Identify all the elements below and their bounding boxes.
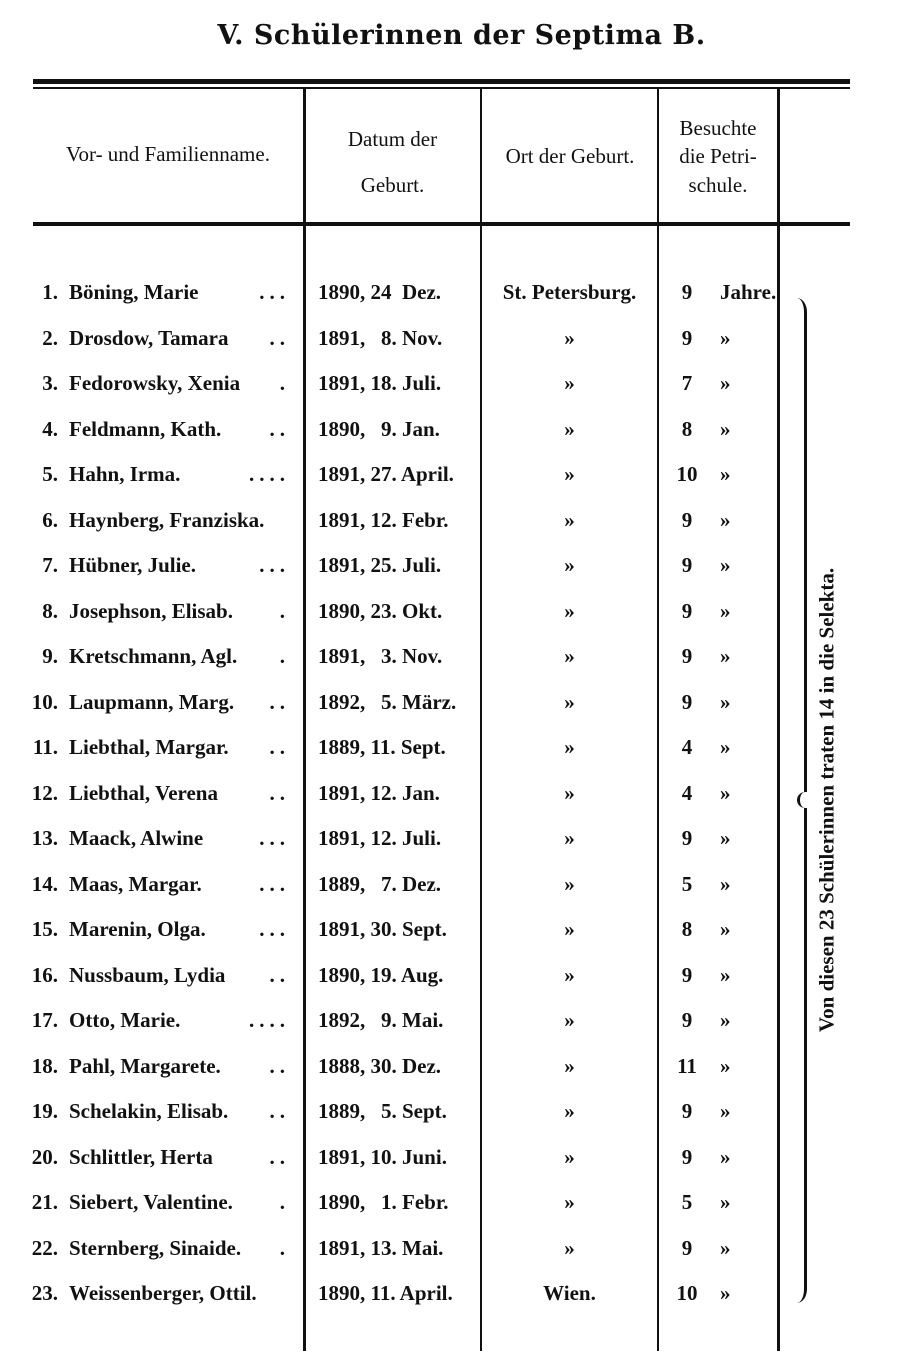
- student-name: Nussbaum, Lydia: [69, 962, 226, 987]
- row-number: 11.: [32, 735, 58, 759]
- birth-place: »: [564, 416, 575, 441]
- leader-dots: ..: [269, 1144, 290, 1169]
- years-unit: »: [720, 962, 731, 987]
- years-attended: 4: [681, 780, 693, 805]
- table-row: [0, 917, 923, 961]
- header-date: [305, 116, 480, 208]
- leader-dots: ..: [269, 780, 290, 805]
- years-attended: 9: [681, 1235, 693, 1260]
- years-attended: 9: [681, 689, 693, 714]
- student-name: Maack, Alwine: [69, 826, 204, 850]
- leader-dots: ..: [269, 1053, 290, 1078]
- header-years-line2: die Petri-: [679, 144, 757, 169]
- row-number: 19.: [31, 1099, 58, 1123]
- row-number: 21.: [31, 1190, 58, 1214]
- birth-date: 1891, 13. Mai.: [318, 1235, 444, 1260]
- table-row: [0, 872, 923, 916]
- years-unit: »: [720, 1190, 731, 1214]
- student-name: Otto, Marie.: [69, 1008, 181, 1032]
- student-name: Schlittler, Herta: [69, 1144, 213, 1169]
- birth-place: »: [564, 1235, 575, 1260]
- birth-place: »: [564, 553, 575, 577]
- birth-place: »: [564, 689, 575, 714]
- leader-dots: ..: [269, 689, 290, 714]
- header-name: Vor- und Familienname.: [66, 142, 270, 166]
- leader-dots: ...: [259, 917, 290, 941]
- birth-date: 1890, 9. Jan.: [318, 416, 440, 441]
- row-number: 17.: [31, 1008, 58, 1032]
- table-row: [0, 1281, 923, 1325]
- years-attended: 9: [681, 507, 693, 532]
- birth-date: 1891, 27. April.: [318, 462, 454, 486]
- years-unit: »: [720, 325, 731, 350]
- birth-place: »: [564, 1144, 575, 1169]
- table-row: [0, 1008, 923, 1052]
- birth-place: »: [564, 735, 575, 759]
- years-unit: »: [720, 1008, 731, 1032]
- row-number: 12.: [31, 780, 58, 805]
- table-row: [0, 599, 923, 643]
- table-row: [0, 1236, 923, 1280]
- years-attended: 11: [677, 1053, 697, 1078]
- table-row: [0, 1054, 923, 1098]
- birth-date: 1889, 7. Dez.: [318, 871, 442, 896]
- leader-dots: ..: [269, 735, 290, 759]
- student-name: Drosdow, Tamara: [69, 325, 229, 350]
- top-rule-thick: [33, 79, 850, 84]
- row-number: 20.: [31, 1144, 58, 1169]
- student-name: Pahl, Margarete.: [69, 1053, 221, 1078]
- student-name: Hübner, Julie.: [69, 553, 197, 577]
- student-name: Liebthal, Verena: [69, 780, 218, 805]
- years-unit: »: [720, 1235, 731, 1260]
- birth-place: »: [564, 871, 575, 896]
- years-attended: 5: [681, 1190, 693, 1214]
- table-row: [0, 735, 923, 779]
- birth-date: 1891, 10. Juni.: [318, 1144, 447, 1169]
- row-number: 22.: [31, 1235, 58, 1260]
- years-unit: »: [720, 871, 731, 896]
- student-name: Kretschmann, Agl.: [69, 644, 238, 668]
- student-name: Siebert, Valentine.: [69, 1190, 233, 1214]
- row-number: 14.: [31, 871, 58, 896]
- leader-dots: ...: [259, 826, 290, 850]
- birth-place: »: [564, 1008, 575, 1032]
- years-unit: »: [720, 462, 731, 486]
- years-unit: »: [720, 1053, 731, 1078]
- years-unit: »: [720, 689, 731, 714]
- birth-place: »: [564, 962, 575, 987]
- leader-dots: ..: [269, 1099, 290, 1123]
- row-number: 4.: [42, 416, 58, 441]
- student-name: Laupmann, Marg.: [69, 689, 235, 714]
- years-unit: »: [720, 1144, 731, 1169]
- student-name: Schelakin, Elisab.: [69, 1099, 229, 1123]
- birth-date: 1890, 23. Okt.: [318, 598, 443, 623]
- years-unit: »: [720, 507, 731, 532]
- student-name: Fedorowsky, Xenia: [69, 371, 241, 395]
- years-unit: »: [720, 553, 731, 577]
- leader-dots: ...: [259, 553, 290, 577]
- row-number: 15.: [31, 917, 58, 941]
- birth-date: 1891, 12. Jan.: [318, 780, 440, 805]
- student-name: Liebthal, Margar.: [69, 735, 229, 759]
- row-number: 1.: [42, 280, 58, 304]
- birth-place: Wien.: [543, 1281, 596, 1305]
- birth-place: »: [564, 780, 575, 805]
- header-years-line3: schule.: [688, 172, 748, 197]
- student-name: Marenin, Olga.: [69, 917, 206, 941]
- birth-date: 1892, 9. Mai.: [318, 1008, 444, 1032]
- table-row: [0, 462, 923, 506]
- row-number: 18.: [31, 1053, 58, 1078]
- years-attended: 9: [681, 962, 693, 987]
- birth-place: »: [564, 644, 575, 668]
- row-number: 6.: [42, 507, 58, 532]
- row-number: 13.: [31, 826, 58, 850]
- birth-place: St. Petersburg.: [502, 280, 637, 304]
- birth-place: »: [564, 1053, 575, 1078]
- student-name: Sternberg, Sinaide.: [69, 1235, 242, 1260]
- leader-dots: ...: [259, 280, 290, 304]
- leader-dots: ...: [259, 871, 290, 896]
- student-name: Maas, Margar.: [69, 871, 202, 896]
- years-unit: »: [720, 598, 731, 623]
- header-bottom-rule: [33, 222, 850, 226]
- leader-dots: .: [279, 371, 290, 395]
- birth-date: 1888, 30. Dez.: [318, 1053, 442, 1078]
- years-attended: 5: [681, 871, 693, 896]
- student-name: Josephson, Elisab.: [69, 598, 233, 623]
- years-attended: 9: [681, 1008, 693, 1032]
- student-name: Hahn, Irma.: [69, 462, 181, 486]
- birth-place: »: [564, 371, 575, 395]
- birth-place: »: [564, 598, 575, 623]
- student-name: Haynberg, Franziska.: [69, 507, 265, 532]
- years-attended: 9: [681, 826, 693, 850]
- table-row: [0, 326, 923, 370]
- birth-date: 1891, 25. Juli.: [318, 553, 442, 577]
- years-attended: 8: [681, 416, 693, 441]
- years-attended: 9: [681, 325, 693, 350]
- years-unit: »: [720, 371, 731, 395]
- years-unit: »: [720, 826, 731, 850]
- years-unit: »: [720, 917, 731, 941]
- birth-place: »: [564, 462, 575, 486]
- birth-date: 1889, 5. Sept.: [318, 1099, 447, 1123]
- birth-date: 1889, 11. Sept.: [318, 735, 446, 759]
- years-unit: »: [720, 1281, 731, 1305]
- birth-date: 1890, 11. April.: [318, 1281, 453, 1305]
- table-row: [0, 280, 923, 324]
- years-attended: 9: [681, 598, 693, 623]
- table-row: [0, 508, 923, 552]
- table-row: [0, 644, 923, 688]
- birth-date: 1891, 8. Nov.: [318, 325, 443, 350]
- row-number: 9.: [42, 644, 58, 668]
- table-row: [0, 963, 923, 1007]
- birth-date: 1891, 12. Juli.: [318, 826, 442, 850]
- years-attended: 9: [681, 1144, 693, 1169]
- years-attended: 9: [681, 1099, 693, 1123]
- birth-place: »: [564, 1190, 575, 1214]
- table-row: [0, 1190, 923, 1234]
- table-row: [0, 690, 923, 734]
- years-attended: 9: [681, 280, 693, 304]
- leader-dots: ..: [269, 962, 290, 987]
- leader-dots: ....: [249, 1008, 290, 1032]
- row-number: 2.: [42, 325, 58, 350]
- student-name: Böning, Marie: [69, 280, 199, 304]
- birth-place: »: [564, 325, 575, 350]
- years-unit: »: [720, 644, 731, 668]
- table-row: [0, 781, 923, 825]
- years-attended: 10: [676, 462, 698, 486]
- years-unit: »: [720, 1099, 731, 1123]
- years-attended: 8: [681, 917, 693, 941]
- table-row: [0, 1145, 923, 1189]
- leader-dots: ....: [249, 462, 290, 486]
- header-date-line2: Geburt.: [360, 173, 425, 198]
- header-date-line1: Datum der: [347, 127, 438, 151]
- row-number: 7.: [42, 553, 58, 577]
- birth-date: 1890, 24 Dez.: [318, 280, 442, 304]
- years-unit: Jahre.: [720, 280, 777, 304]
- years-unit: »: [720, 416, 731, 441]
- birth-date: 1890, 1. Febr.: [318, 1190, 449, 1214]
- birth-date: 1891, 12. Febr.: [318, 507, 449, 532]
- years-attended: 9: [681, 553, 693, 577]
- table-row: [0, 371, 923, 415]
- side-note: Von diesen 23 Schülerinnen traten 14 in die Selekta.: [814, 567, 839, 1033]
- birth-date: 1891, 18. Juli.: [318, 371, 442, 395]
- student-name: Weissenberger, Ottil.: [69, 1281, 257, 1305]
- leader-dots: .: [279, 644, 290, 668]
- row-number: 10.: [31, 689, 58, 714]
- years-attended: 4: [681, 735, 693, 759]
- student-name: Feldmann, Kath.: [69, 416, 222, 441]
- birth-place: »: [564, 507, 575, 532]
- table-row: [0, 826, 923, 870]
- brace-notch: [797, 792, 808, 808]
- leader-dots: .: [279, 1235, 290, 1260]
- years-attended: 10: [676, 1281, 698, 1305]
- row-number: 23.: [31, 1281, 58, 1305]
- years-attended: 7: [681, 371, 693, 395]
- leader-dots: .: [279, 1190, 290, 1214]
- birth-date: 1891, 3. Nov.: [318, 644, 443, 668]
- row-number: 5.: [42, 462, 58, 486]
- header-place: Ort der Geburt.: [505, 144, 635, 168]
- birth-date: 1891, 30. Sept.: [318, 917, 447, 941]
- row-number: 8.: [42, 598, 58, 623]
- table-row: [0, 1099, 923, 1143]
- birth-place: »: [564, 1099, 575, 1123]
- years-attended: 9: [681, 644, 693, 668]
- header-years: [659, 114, 777, 199]
- top-rule-thin: [33, 87, 850, 89]
- birth-place: »: [564, 917, 575, 941]
- header-years-line1: Besuchte: [679, 116, 757, 140]
- years-unit: »: [720, 735, 731, 759]
- row-number: 16.: [31, 962, 58, 987]
- birth-date: 1890, 19. Aug.: [318, 962, 444, 987]
- birth-place: »: [564, 826, 575, 850]
- birth-date: 1892, 5. März.: [318, 689, 457, 714]
- leader-dots: ..: [269, 416, 290, 441]
- leader-dots: .: [279, 598, 290, 623]
- row-number: 3.: [42, 371, 58, 395]
- years-unit: »: [720, 780, 731, 805]
- leader-dots: ..: [269, 325, 290, 350]
- page-title: V. Schülerinnen der Septima B.: [217, 20, 706, 51]
- table-row: [0, 553, 923, 597]
- table-row: [0, 417, 923, 461]
